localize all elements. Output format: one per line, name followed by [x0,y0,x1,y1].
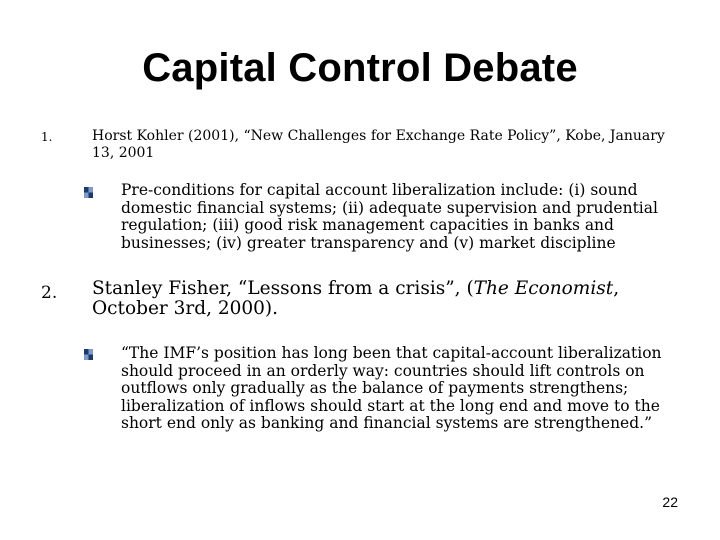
slide-title: Capital Control Debate [142,46,578,90]
publication-title: The Economist [473,278,614,299]
item-text-2-before: Stanley Fisher, “Lessons from a crisis”, ( [92,278,474,299]
item-number-1: 1. [41,130,53,144]
item-text-2 [92,279,672,319]
item-text-2-after: , October 3rd, 2000). [92,278,620,319]
sub-bullet-text-2: “The IMF’s position has long been that capital-account liberalization should proceed in an orderly way: countries should lift controls on outflows only gradually as the balance of payments strengthens; liberalization of inflows should start at the long end and move to the short end only as banking and financial systems are strengthened.” [121,344,662,432]
square-bullet-icon [84,187,93,198]
sub-bullet-text-1: Pre-conditions for capital account liberalization include: (i) sound domestic financial systems; (ii) adequate supervision and prudential regulation; (iii) good risk management capacities in banks and businesses; (iv) greater transparency and (v) market discipline [121,181,658,252]
item-number-2: 2. [41,283,58,303]
page-number: 22 [662,494,678,510]
item-text-1: Horst Kohler (2001), “New Challenges for Exchange Rate Policy”, Kobe, January 13, 2001 [92,128,665,161]
square-bullet-icon [84,349,93,360]
